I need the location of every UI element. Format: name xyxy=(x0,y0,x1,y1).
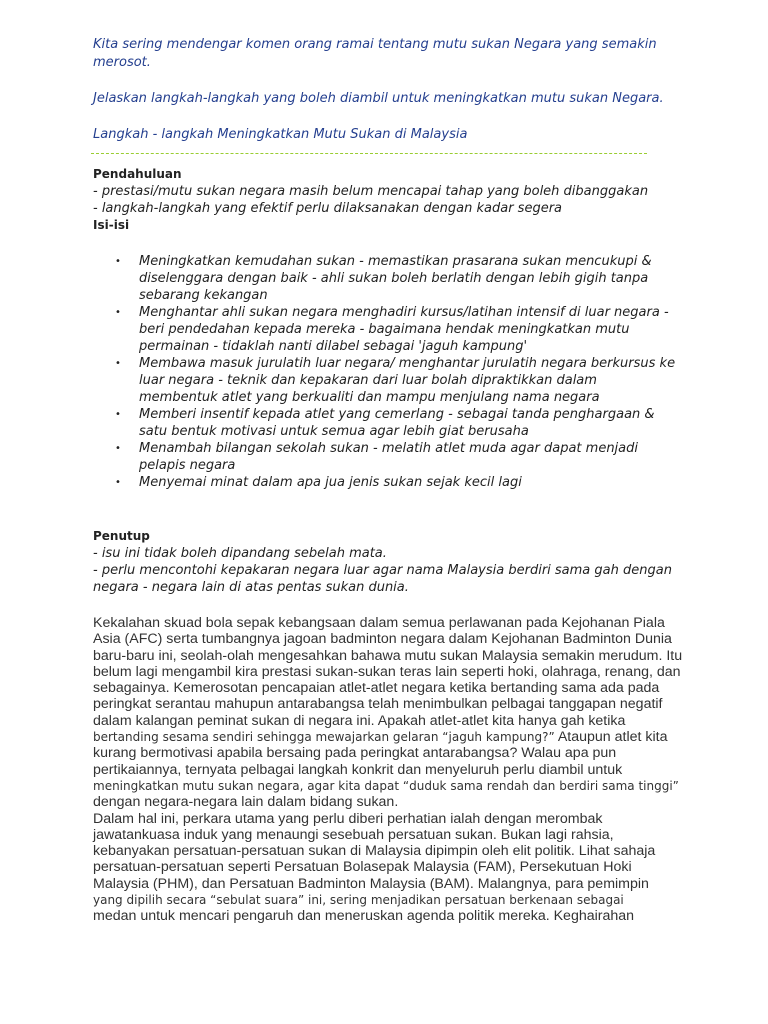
bullet-icon: • xyxy=(115,358,121,369)
penutup-line: - isu ini tidak boleh dipandang sebelah mata. xyxy=(93,546,387,561)
essay-paragraph xyxy=(93,615,688,925)
essay-text: meningkatkan mutu sukan negara, agar kita dapat “duduk sama rendah dan berdiri sama tinggi” xyxy=(93,778,679,793)
penutup-line: - perlu mencontohi kepakaran negara luar agar nama Malaysia berdiri sama gah dengan negara - negara lain di atas pentas sukan dunia. xyxy=(93,563,672,595)
list-item xyxy=(93,253,679,304)
pendahuluan-line: - prestasi/mutu sukan negara masih belum mencapai tahap yang boleh dibanggakan xyxy=(93,184,649,199)
dashed-divider xyxy=(91,153,647,154)
document-page xyxy=(93,36,693,925)
list-item xyxy=(93,355,679,406)
essay-text: Ataupun atlet kita kurang bermotivasi apabila bersaing pada peringkat antarabangsa? Walau apa pun pertikaiannya, ternyata pelbagai langkah konkrit dan menyeluruh perlu diambil untuk xyxy=(93,729,668,778)
list-item xyxy=(93,406,679,440)
essay-text: medan untuk mencari pengaruh dan meneruskan agenda politik mereka. Keghairahan xyxy=(93,908,635,925)
essay-outline-title: Langkah - langkah Meningkatkan Mutu Sukan di Malaysia xyxy=(93,127,468,142)
list-item xyxy=(93,304,679,355)
list-item-text: Meningkatkan kemudahan sukan - memastikan prasarana sukan mencukupi & diselenggara dengan baik - ahli sukan boleh berlatih dengan lebih gigih tanpa sebarang kekangan xyxy=(139,254,652,303)
question-statement: Kita sering mendengar komen orang ramai tentang mutu sukan Negara yang semakin merosot. xyxy=(93,37,657,70)
list-item-text: Menyemai minat dalam apa jua jenis sukan sejak kecil lagi xyxy=(139,475,522,490)
essay-text: dengan negara-negara lain dalam bidang sukan. xyxy=(93,794,399,811)
list-item xyxy=(93,440,679,474)
bullet-icon: • xyxy=(115,307,121,318)
pendahuluan-line: - langkah-langkah yang efektif perlu dilaksanakan dengan kadar segera xyxy=(93,201,563,216)
essay-text: Kekalahan skuad bola sepak kebangsaan dalam semua perlawanan pada Kejohanan Piala Asia (AFC) serta tumbangnya jagoan badminton negara dalam Kejohanan Badminton Dunia baru-baru ini, seolah-olah mengesahkan bahawa mutu sukan Malaysia semakin merudum. Itu belum lagi mengambil kira prestasi sukan-sukan teras lain seperti hoki, olahraga, renang, dan sebagainya. Kemerosotan pencapaian atlet-atlet negara ketika bertanding sama ada pada peringkat serantau mahupun antarabangsa telah menimbulkan pelbagai tanggapan negatif dalam kalangan peminat sukan di negara ini. Apakah atlet-atlet kita hanya gah ketika xyxy=(93,615,683,729)
isi-heading: Isi-isi xyxy=(93,218,130,232)
list-item-text: Membawa masuk jurulatih luar negara/ menghantar jurulatih negara berkursus ke luar negara - teknik dan kepakaran dari luar bolah dipraktikkan dalam membentuk atlet yang berkualiti dan mampu menjulang nama negara xyxy=(139,356,676,405)
penutup-heading: Penutup xyxy=(93,529,150,543)
bullet-icon: • xyxy=(115,443,121,454)
list-item-text: Menambah bilangan sekolah sukan - melatih atlet muda agar dapat menjadi pelapis negara xyxy=(139,441,638,473)
list-item-text: Menghantar ahli sukan negara menghadiri kursus/latihan intensif di luar negara - beri pendedahan kepada mereka - bagaimana hendak meningkatkan mutu permainan - tidaklah nanti dilabel sebagai 'jaguh kampung' xyxy=(139,305,669,354)
isi-bullet-list xyxy=(93,253,693,491)
essay-text: Dalam hal ini, perkara utama yang perlu diberi perhatian ialah dengan merombak jawatankuasa induk yang menaungi sesebuah persatuan sukan. Bukan lagi rahsia, kebanyakan persatuan-persatuan sukan di Malaysia dipimpin oleh elit politik. Lihat sahaja persatuan-persatuan seperti Persatuan Bolasepak Malaysia (FAM), Persekutuan Hoki Malaysia (PHM), dan Persatuan Badminton Malaysia (BAM). Malangnya, para pemimpin xyxy=(93,810,656,892)
essay-text: yang dipilih secara “sebulat suara” ini, sering menjadikan persatuan berkenaan sebagai xyxy=(93,893,624,908)
essay-text: bertanding sesama sendiri sehingga mewajarkan gelaran “jaguh kampung?” xyxy=(93,730,555,745)
bullet-icon: • xyxy=(115,256,121,267)
bullet-icon: • xyxy=(115,477,121,488)
list-item-text: Memberi insentif kepada atlet yang cemerlang - sebagai tanda penghargaan & satu bentuk motivasi untuk semua agar lebih giat berusaha xyxy=(139,407,655,439)
question-task: Jelaskan langkah-langkah yang boleh diambil untuk meningkatkan mutu sukan Negara. xyxy=(93,91,664,106)
list-item xyxy=(93,474,679,491)
bullet-icon: • xyxy=(115,409,121,420)
pendahuluan-heading: Pendahuluan xyxy=(93,167,182,181)
